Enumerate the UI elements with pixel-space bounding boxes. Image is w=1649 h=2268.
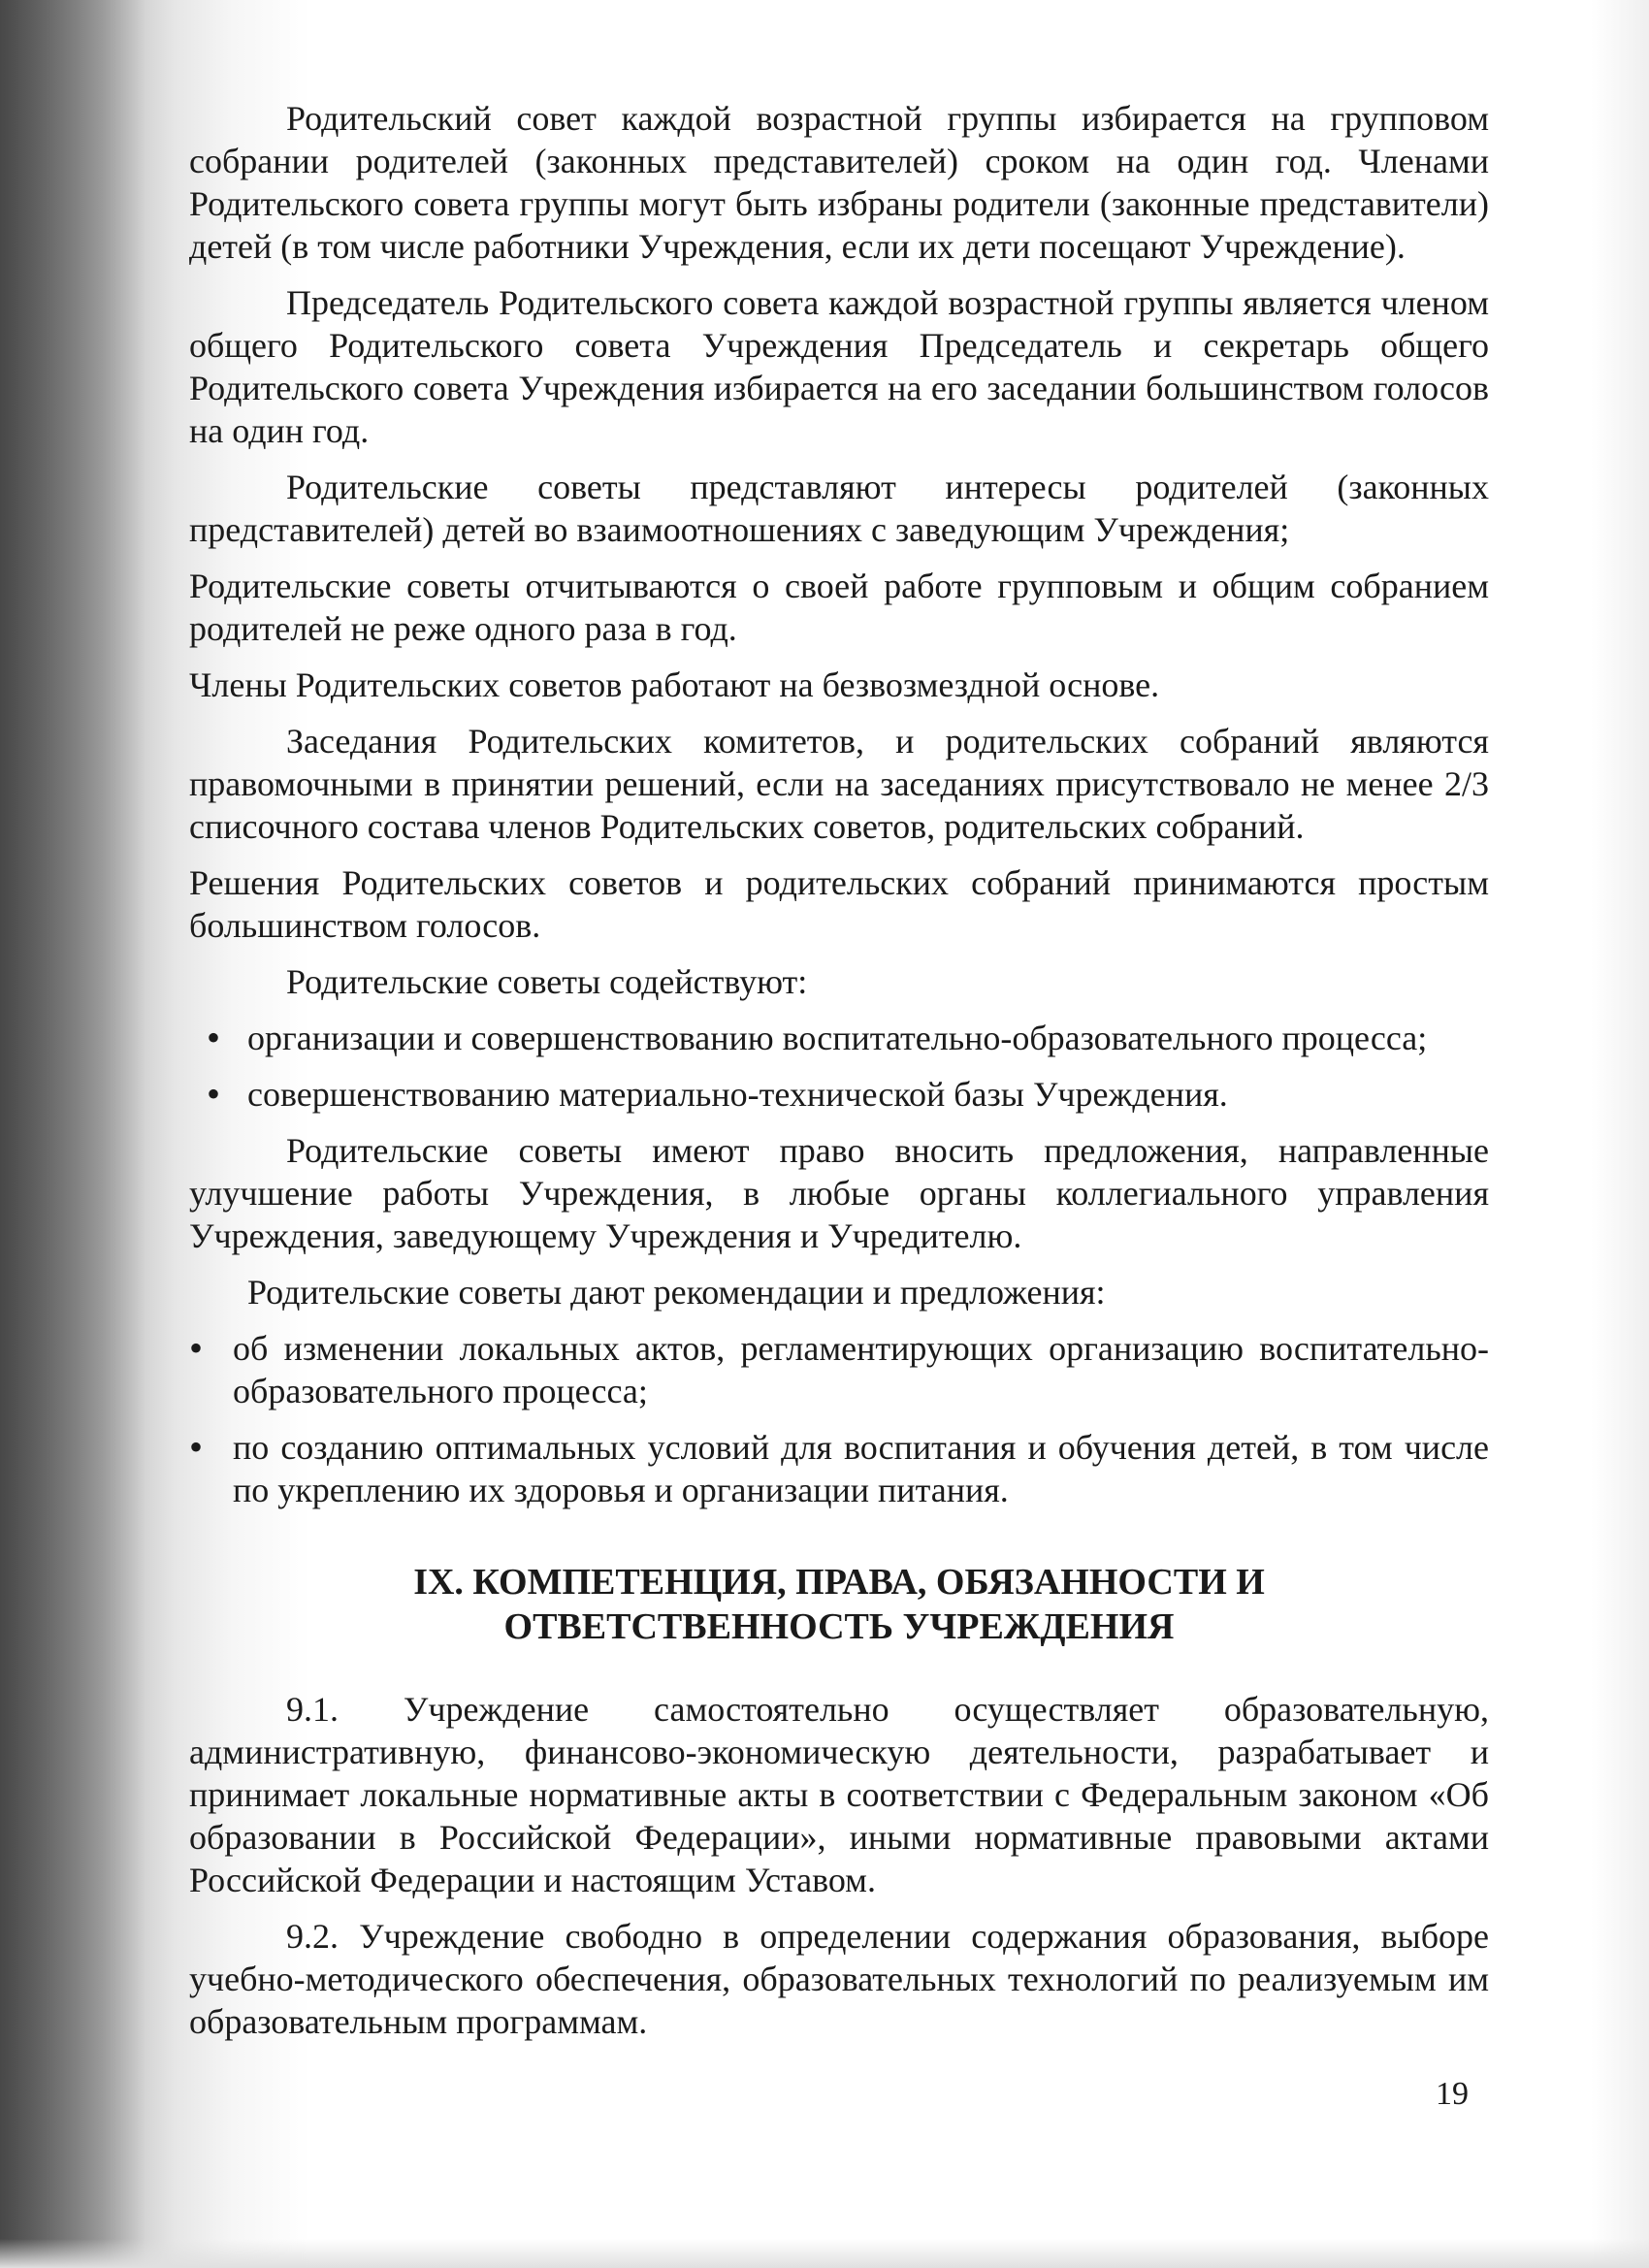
paragraph: Родительские советы имеют право вносить предложения, направленные улучшение работы Учреждения, в любые органы коллегиального управления Учреждения, заведующему Учреждения и Учредителю. — [189, 1131, 1489, 1255]
paragraph: Заседания Родительских комитетов, и родительских собраний являются правомочными в принятии решений, если на заседаниях присутствовало не менее 2/3 списочного состава членов Родительских советов, родительских собраний. — [189, 722, 1489, 846]
list-item: • совершенствованию материально-технической базы Учреждения. — [189, 1073, 1489, 1116]
paragraph: Решения Родительских советов и родительских собраний принимаются простым большинством голосов. — [189, 863, 1489, 945]
page-bottom-edge — [0, 2239, 1649, 2268]
paragraph: Родительские советы содействуют: — [286, 962, 808, 1001]
list-item: • организации и совершенствованию воспитательно-образовательного процесса; — [189, 1017, 1489, 1059]
paragraph: Родительские советы отчитываются о своей работе групповым и общим собранием родителей не реже одного раза в год. — [189, 567, 1489, 648]
paragraph: Председатель Родительского совета каждой возрастной группы является членом общего Родительского совета Учреждения Председатель и секретарь общего Родительского совета Учреждения избирается на его заседании большинством голосов на один год. — [189, 283, 1489, 450]
heading-line: IX. КОМПЕТЕНЦИЯ, ПРАВА, ОБЯЗАННОСТИ И — [413, 1562, 1265, 1603]
paragraph: 9.2. Учреждение свободно в определении содержания образования, выборе учебно-методического обеспечения, образовательных технологий по реализуемым им образовательным программам. — [189, 1917, 1489, 2041]
binding-shadow — [0, 0, 146, 2268]
document-body — [189, 97, 1489, 2057]
assist-list — [189, 1017, 1489, 1116]
paragraph: Родительский совет каждой возрастной группы избирается на групповом собрании родителей (законных представителей) сроком на один год. Членами Родительского совета группы могут быть избраны родители (законные представители) детей (в том числе работники Учреждения, если их дети посещают Учреждение). — [189, 99, 1489, 266]
section-heading — [189, 1560, 1489, 1649]
paragraph: 9.1. Учреждение самостоятельно осуществляет образовательную, административную, финансово-экономическую деятельности, разрабатывает и принимает локальные нормативные акты в соответствии с Федеральным законом «Об образовании в Российской Федерации», иными нормативные правовыми актами Российской Федерации и настоящим Уставом. — [189, 1690, 1489, 1899]
paragraph: Родительские советы дают рекомендации и предложения: — [247, 1273, 1106, 1312]
list-item: • по созданию оптимальных условий для воспитания и обучения детей, в том числе по укреплению их здоровья и организации питания. — [189, 1426, 1489, 1511]
list-item: • об изменении локальных актов, регламентирующих организацию воспитательно-образовательного процесса; — [189, 1327, 1489, 1412]
recommend-list — [189, 1327, 1489, 1511]
page-number: 19 — [1436, 2076, 1469, 2112]
heading-line: ОТВЕТСТВЕННОСТЬ УЧРЕЖДЕНИЯ — [503, 1606, 1175, 1647]
paragraph: Члены Родительских советов работают на безвозмездной основе. — [189, 665, 1160, 704]
paragraph: Родительские советы представляют интересы родителей (законных представителей) детей во взаимоотношениях с заведующим Учреждения; — [189, 468, 1489, 549]
